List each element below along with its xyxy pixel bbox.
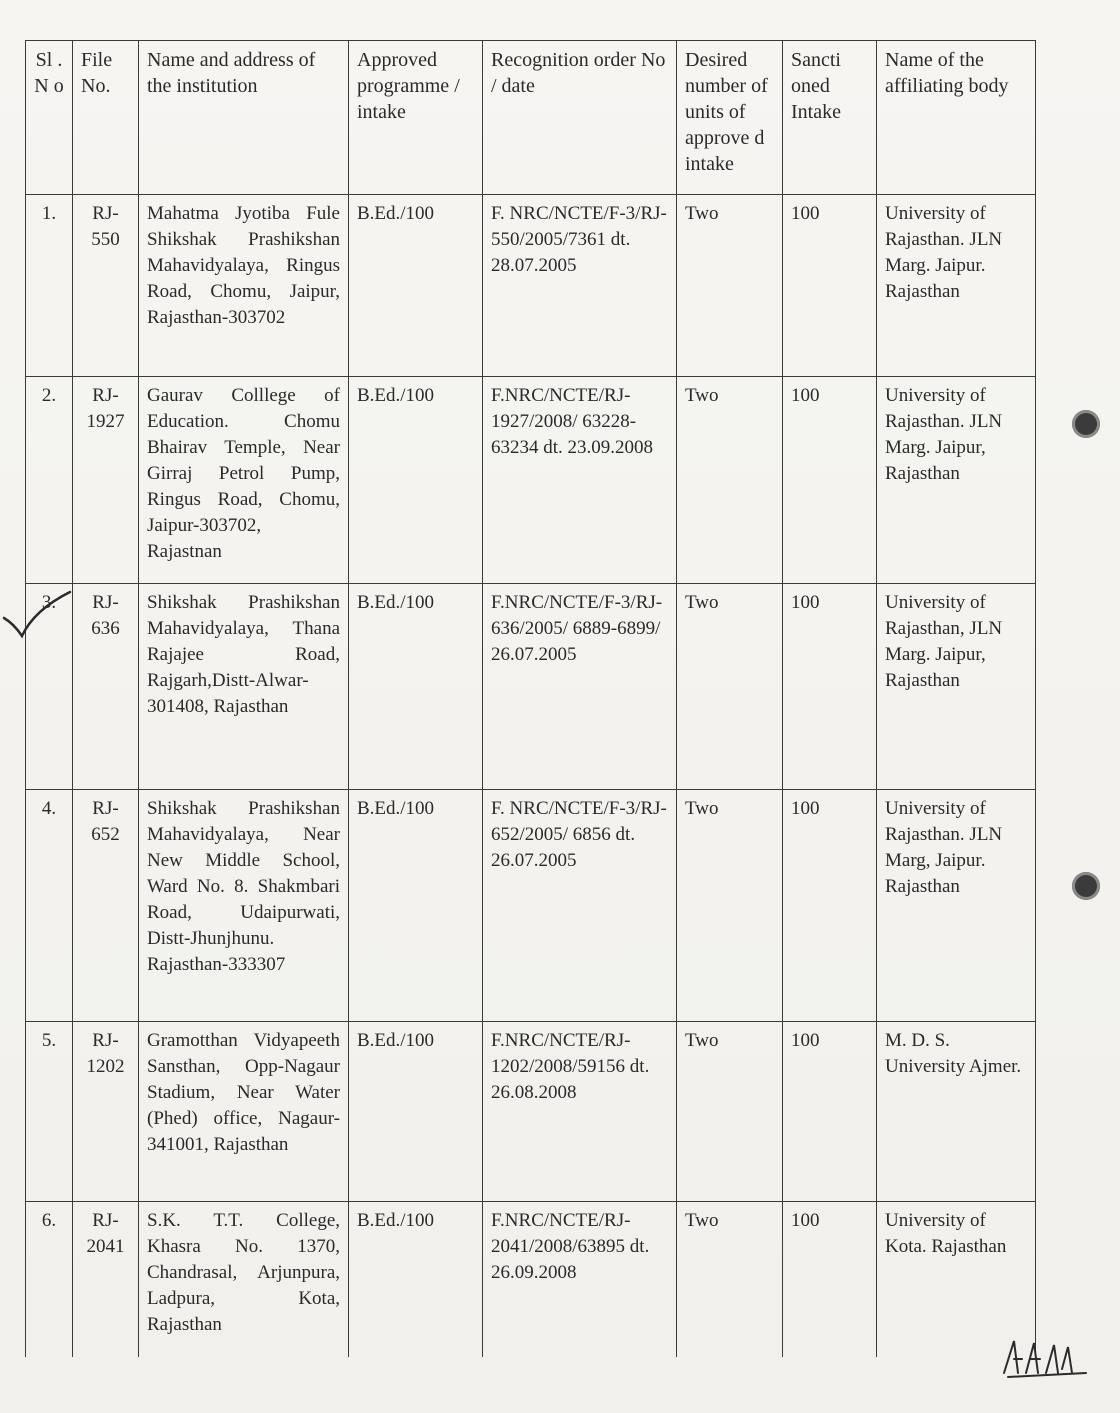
cell-recognition: F.NRC/NCTE/RJ-1202/2008/59156 dt. 26.08.2008 [483, 1022, 677, 1202]
cell-units: Two [677, 584, 783, 790]
punch-hole [1072, 872, 1100, 900]
cell-recognition: F. NRC/NCTE/F-3/RJ-652/2005/ 6856 dt. 26.07.2005 [483, 790, 677, 1022]
cell-units: Two [677, 1202, 783, 1357]
cell-programme: B.Ed./100 [349, 1202, 483, 1357]
header-file: File No. [73, 41, 139, 195]
cell-sanctioned: 100 [783, 377, 877, 584]
cell-institution: Gaurav Colllege of Education. Chomu Bhairav Temple, Near Girraj Petrol Pump, Ringus Road, Chomu, Jaipur-303702, Rajastnan [139, 377, 349, 584]
cell-recognition: F.NRC/NCTE/F-3/RJ-636/2005/ 6889-6899/ 26.07.2005 [483, 584, 677, 790]
header-units: Desired number of units of approve d intake [677, 41, 783, 195]
cell-affiliating: University of Kota. Rajasthan [877, 1202, 1036, 1357]
cell-affiliating: M. D. S. University Ajmer. [877, 1022, 1036, 1202]
cell-sl: 6. [26, 1202, 73, 1357]
header-institution: Name and address of the institution [139, 41, 349, 195]
header-sanctioned: Sancti oned Intake [783, 41, 877, 195]
cell-institution: S.K. T.T. College, Khasra No. 1370, Chandrasal, Arjunpura, Ladpura, Kota, Rajasthan [139, 1202, 349, 1357]
cell-programme: B.Ed./100 [349, 195, 483, 377]
cell-sanctioned: 100 [783, 584, 877, 790]
cell-recognition: F. NRC/NCTE/F-3/RJ-550/2005/7361 dt. 28.07.2005 [483, 195, 677, 377]
cell-sl: 5. [26, 1022, 73, 1202]
cell-programme: B.Ed./100 [349, 1022, 483, 1202]
initials-signature [1000, 1333, 1090, 1383]
cell-institution: Shikshak Prashikshan Mahavidyalaya, Thana Rajajee Road, Rajgarh,Distt-Alwar-301408, Rajasthan [139, 584, 349, 790]
cell-institution: Mahatma Jyotiba Fule Shikshak Prashikshan Mahavidyalaya, Ringus Road, Chomu, Jaipur, Rajasthan-303702 [139, 195, 349, 377]
table-row [26, 195, 1036, 377]
cell-units: Two [677, 790, 783, 1022]
header-sl: Sl . N o [26, 41, 73, 195]
table-row [26, 584, 1036, 790]
cell-recognition: F.NRC/NCTE/RJ-1927/2008/ 63228-63234 dt. 23.09.2008 [483, 377, 677, 584]
punch-hole [1072, 410, 1100, 438]
cell-institution: Shikshak Prashikshan Mahavidyalaya, Near New Middle School, Ward No. 8. Shakmbari Road, Udaipurwati, Distt-Jhunjhunu. Rajasthan-333307 [139, 790, 349, 1022]
cell-file: RJ-652 [73, 790, 139, 1022]
check-mark-icon [0, 590, 80, 650]
cell-file: RJ-636 [73, 584, 139, 790]
table-row [26, 790, 1036, 1022]
cell-sl: 3. [26, 584, 73, 790]
cell-programme: B.Ed./100 [349, 790, 483, 1022]
institution-table [25, 40, 1036, 1357]
cell-file: RJ-1927 [73, 377, 139, 584]
table-row [26, 377, 1036, 584]
cell-programme: B.Ed./100 [349, 584, 483, 790]
cell-affiliating: University of Rajasthan. JLN Marg, Jaipur. Rajasthan [877, 790, 1036, 1022]
cell-file: RJ-2041 [73, 1202, 139, 1357]
cell-sl: 1. [26, 195, 73, 377]
table-row [26, 1202, 1036, 1357]
cell-affiliating: University of Rajasthan. JLN Marg. Jaipur. Rajasthan [877, 195, 1036, 377]
table-header-row [26, 41, 1036, 195]
cell-sanctioned: 100 [783, 1022, 877, 1202]
cell-units: Two [677, 1022, 783, 1202]
cell-institution: Gramotthan Vidyapeeth Sansthan, Opp-Nagaur Stadium, Near Water (Phed) office, Nagaur-341001, Rajasthan [139, 1022, 349, 1202]
cell-sl: 2. [26, 377, 73, 584]
cell-recognition: F.NRC/NCTE/RJ-2041/2008/63895 dt. 26.09.2008 [483, 1202, 677, 1357]
cell-file: RJ-1202 [73, 1022, 139, 1202]
header-affiliating: Name of the affiliating body [877, 41, 1036, 195]
cell-file: RJ-550 [73, 195, 139, 377]
cell-sl: 4. [26, 790, 73, 1022]
cell-sanctioned: 100 [783, 195, 877, 377]
cell-sanctioned: 100 [783, 1202, 877, 1357]
table-row [26, 1022, 1036, 1202]
header-recognition: Recognition order No / date [483, 41, 677, 195]
cell-programme: B.Ed./100 [349, 377, 483, 584]
header-programme: Approved programme / intake [349, 41, 483, 195]
cell-affiliating: University of Rajasthan. JLN Marg. Jaipur, Rajasthan [877, 377, 1036, 584]
cell-affiliating: University of Rajasthan, JLN Marg. Jaipur, Rajasthan [877, 584, 1036, 790]
cell-sanctioned: 100 [783, 790, 877, 1022]
cell-units: Two [677, 377, 783, 584]
cell-units: Two [677, 195, 783, 377]
